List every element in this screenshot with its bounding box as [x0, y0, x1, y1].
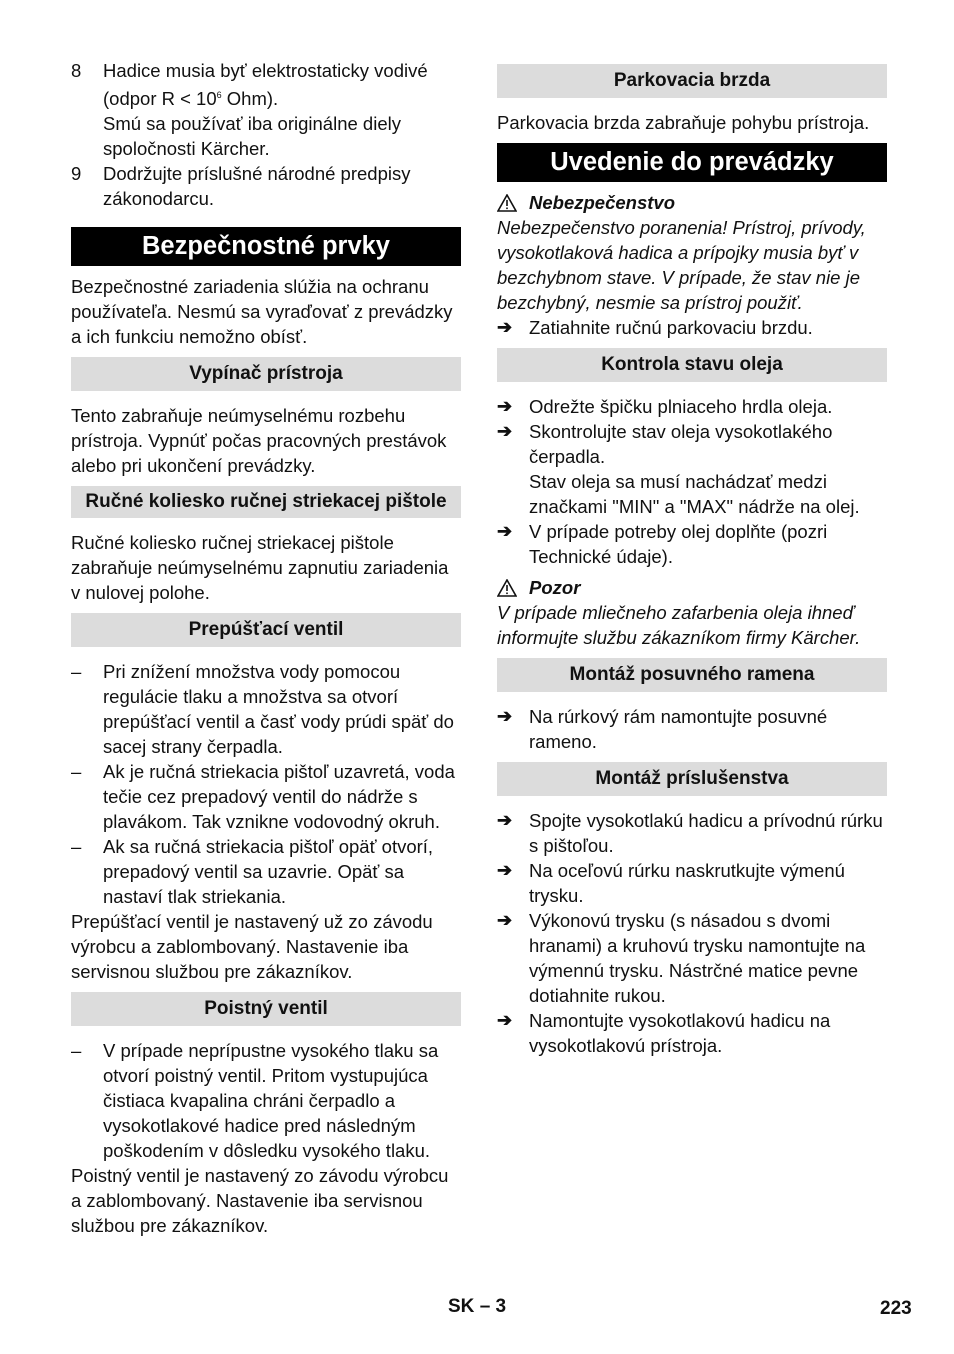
subsection-heading: Kontrola stavu oleja [497, 348, 887, 382]
danger-title: Nebezpečenstvo [497, 190, 887, 215]
dash-bullet: – [71, 1040, 82, 1062]
arrow-bullet-icon: ➔ [497, 317, 513, 337]
page-number: 223 [880, 1298, 912, 1319]
paragraph: Ručné koliesko ručnej striekacej pištole zabraňuje neúmyselnému zapnutiu zariadenia v nulovej polohe. [71, 532, 449, 604]
paragraph: Parkovacia brzda zabraňuje pohybu prístroja. [497, 112, 870, 133]
subsection-heading: Ručné koliesko ručnej striekacej pištole [71, 486, 461, 518]
paragraph: Spojte vysokotlakú hadicu a prívodnú rúrku s pištoľou. [529, 810, 883, 856]
section-heading: Bezpečnostné prvky [71, 227, 461, 266]
list-item [497, 808, 887, 858]
list-item [71, 834, 461, 909]
subsection-heading: Prepúšťací ventil [71, 613, 461, 647]
paragraph: V prípade neprípustne vysokého tlaku sa otvorí poistný ventil. Pritom vystupujúca čistiaca kvapalina chráni čerpadlo a vysokotlakové hadice pred následným poškodením v dôsledku vysokého tlaku. [103, 1040, 439, 1162]
right-column [497, 58, 887, 1058]
list-item [71, 58, 461, 161]
arrow-bullet-icon: ➔ [497, 1010, 513, 1030]
paragraph: Namontujte vysokotlakovú hadicu na vysokotlakovú prístroja. [529, 1010, 831, 1056]
paragraph: Skontrolujte stav oleja vysokotlakého čerpadla. [529, 421, 833, 467]
dash-bullet: – [71, 836, 82, 858]
caution-title: Pozor [497, 575, 887, 600]
item-number: 8 [71, 60, 82, 81]
paragraph: Stav oleja sa musí nachádzať medzi značkami "MIN" a "MAX" nádrže na olej. [529, 471, 860, 517]
dash-bullet: – [71, 761, 82, 783]
item-number: 9 [71, 163, 82, 185]
list-item [497, 519, 887, 569]
paragraph: Prepúšťací ventil je nastavený už zo závodu výrobcu a zablombovaný. Nastavenie iba servisnou službou pre zákazníkov. [71, 911, 433, 983]
list-item [497, 704, 887, 754]
subsection-heading: Poistný ventil [71, 992, 461, 1026]
danger-text: Nebezpečenstvo poranenia! Prístroj, prívody, vysokotlaková hadica a prípojky musia byť v bezchybnom stave. V prípade, že stav nie je bezchybný, nesmie sa prístroj použiť. [497, 217, 866, 313]
list-item [497, 419, 887, 519]
paragraph: Smú sa používať iba originálne diely spoločnosti Kärcher. [103, 113, 401, 160]
paragraph: Ak je ručná striekacia pištoľ uzavretá, voda tečie cez prepadový ventil do nádrže s plavákom. Tak vznikne vodovodný okruh. [103, 761, 455, 833]
footer-section-label: SK – 3 [448, 1296, 507, 1317]
arrow-bullet-icon: ➔ [497, 810, 513, 830]
paragraph: Na rúrkový rám namontujte posuvné rameno. [529, 706, 828, 752]
paragraph: Ak sa ručná striekacia pištoľ opäť otvorí, prepadový ventil sa uzavrie. Opäť sa nastaví tlak striekania. [103, 836, 434, 908]
paragraph: Dodržujte príslušné národné predpisy zákonodarcu. [103, 163, 411, 210]
left-column [71, 58, 461, 1238]
list-item [497, 394, 887, 419]
caution-text: V prípade mliečneho zafarbenia oleja ihneď informujte službu zákazníkom firmy Kärcher. [497, 602, 861, 648]
arrow-bullet-icon: ➔ [497, 421, 513, 441]
list-item [497, 858, 887, 908]
paragraph: Hadice musia byť elektrostaticky vodivé (odpor $R < 10^6$ Ohm). [103, 60, 428, 110]
paragraph: Odrežte špičku plniaceho hrdla oleja. [529, 396, 833, 417]
paragraph: Tento zabraňuje neúmyselnému rozbehu prístroja. Vypnúť počas pracovných prestávok alebo pri ukončení prevádzky. [71, 405, 447, 477]
list-item [71, 161, 461, 211]
subsection-heading: Parkovacia brzda [497, 64, 887, 98]
paragraph: Pri znížení množstva vody pomocou regulácie tlaku a množstva sa otvorí prepúšťací ventil a časť vody prúdi späť do sacej strany čerpadla. [103, 661, 454, 758]
arrow-bullet-icon: ➔ [497, 521, 513, 541]
dash-bullet: – [71, 661, 82, 683]
warning-triangle-icon [497, 579, 517, 597]
subsection-heading: Montáž posuvného ramena [497, 658, 887, 692]
list-item [497, 1008, 887, 1058]
paragraph: Na oceľovú rúrku naskrutkujte výmenú trysku. [529, 860, 845, 906]
paragraph: Zatiahnite ručnú parkovaciu brzdu. [529, 317, 813, 338]
arrow-bullet-icon: ➔ [497, 706, 513, 726]
paragraph: V prípade potreby olej doplňte (pozri Technické údaje). [529, 521, 828, 567]
paragraph: Výkonovú trysku (s násadou s dvomi hranami) a kruhovú trysku namontujte na výmennú trysku. Nástrčné matice pevne dotiahnite rukou. [529, 910, 866, 1006]
paragraph: Bezpečnostné zariadenia slúžia na ochranu používateľa. Nesmú sa vyraďovať z prevádzky a ich funkciu nemožno obísť. [71, 276, 453, 348]
section-heading: Uvedenie do prevádzky [497, 143, 887, 182]
arrow-bullet-icon: ➔ [497, 396, 513, 416]
paragraph: Poistný ventil je nastavený zo závodu výrobcu a zablombovaný. Nastavenie iba servisnou službou pre zákazníkov. [71, 1165, 449, 1237]
arrow-bullet-icon: ➔ [497, 910, 513, 930]
list-item [71, 759, 461, 834]
warning-triangle-icon [497, 194, 517, 212]
list-item [71, 1038, 461, 1163]
list-item [497, 908, 887, 1008]
arrow-bullet-icon: ➔ [497, 860, 513, 880]
subsection-heading: Montáž príslušenstva [497, 762, 887, 796]
subsection-heading: Vypínač prístroja [71, 357, 461, 391]
list-item [71, 659, 461, 759]
list-item [497, 315, 887, 340]
